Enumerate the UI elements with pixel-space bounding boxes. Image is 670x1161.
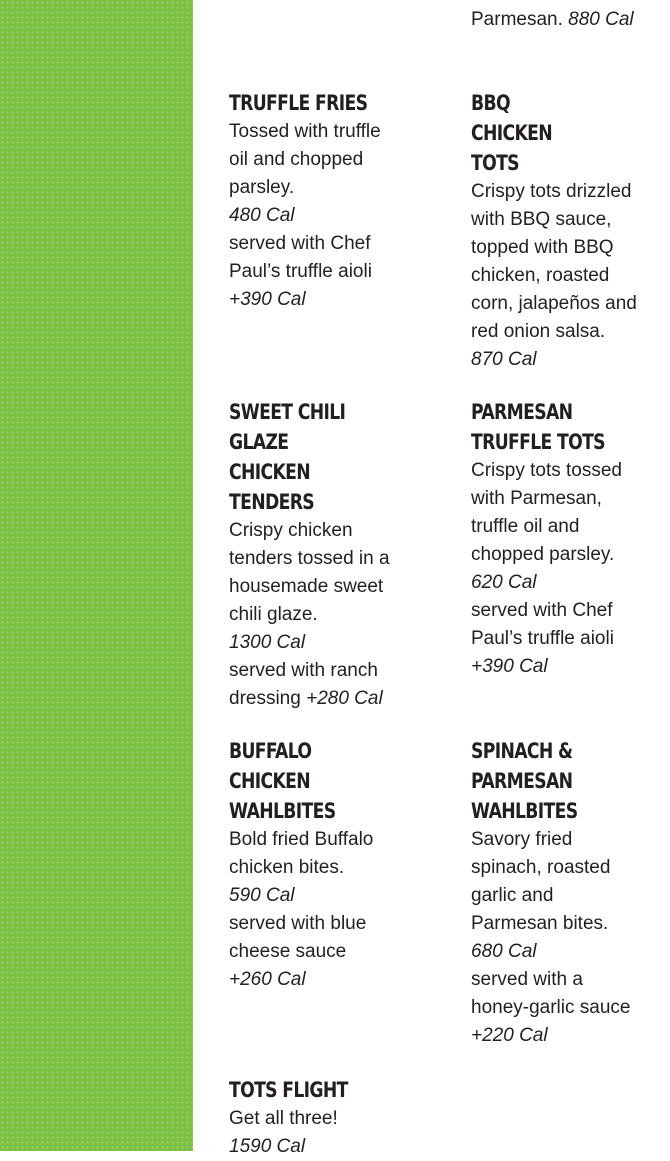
fragment-text: Parmesan. xyxy=(471,9,563,30)
item-description xyxy=(229,517,395,713)
side-text: served with a honey-garlic sauce xyxy=(471,969,631,1018)
item-name: TRUFFLE FRIES xyxy=(229,91,368,115)
side-text: served with ranch dressing xyxy=(229,660,378,709)
item-name: PARMESAN TRUFFLE TOTS xyxy=(471,400,605,454)
menu-item-parmesan-truffle-tots xyxy=(471,397,637,681)
side-calories: +260 Cal xyxy=(229,969,306,990)
item-name: SPINACH & PARMESAN WAHLBITES xyxy=(471,739,578,823)
item-description xyxy=(471,457,637,681)
side-text: served with blue cheese sauce xyxy=(229,913,367,962)
description-text: Get all three! xyxy=(229,1108,338,1129)
description-text: Tossed with truffle oil and chopped parsley. xyxy=(229,121,381,198)
item-calories: 870 Cal xyxy=(471,349,537,370)
menu-item-tots-flight xyxy=(229,1075,395,1161)
description-text: Bold fried Buffalo chicken bites. xyxy=(229,829,374,878)
item-calories: 1300 Cal xyxy=(229,632,306,653)
menu-item-bbq-chicken-tots xyxy=(471,88,637,374)
side-calories: +390 Cal xyxy=(471,656,548,677)
item-calories: 620 Cal xyxy=(471,572,537,593)
green-side-panel xyxy=(0,0,193,1151)
item-calories: 1590 Cal xyxy=(229,1136,306,1157)
fragment-calories: 880 Cal xyxy=(568,9,634,30)
description-text: Crispy chicken tenders tossed in a housemade sweet chili glaze. xyxy=(229,520,390,625)
item-description xyxy=(471,826,637,1050)
description-text: Crispy tots drizzled with BBQ sauce, topped with BBQ chicken, roasted corn, jalapeños and red onion salsa. xyxy=(471,181,637,342)
menu-item-sweet-chili-tenders xyxy=(229,397,395,713)
item-name: TOTS FLIGHT xyxy=(229,1078,348,1102)
menu-item-spinach-wahlbites xyxy=(471,736,637,1050)
description-text: Savory fried spinach, roasted garlic and Parmesan bites. xyxy=(471,829,611,934)
side-calories: +280 Cal xyxy=(306,688,383,709)
menu-item-truffle-fries xyxy=(229,88,395,314)
side-text: served with Chef Paul’s truffle aioli xyxy=(229,233,372,282)
item-description xyxy=(229,118,395,314)
description-text: Crispy tots tossed with Parmesan, truffle oil and chopped parsley. xyxy=(471,460,622,565)
previous-item-fragment xyxy=(471,6,637,34)
menu-item-buffalo-wahlbites xyxy=(229,736,395,994)
side-calories: +390 Cal xyxy=(229,289,306,310)
item-calories: 680 Cal xyxy=(471,941,537,962)
item-name: BUFFALO CHICKEN WAHLBITES xyxy=(229,739,336,823)
item-name: BBQ CHICKEN TOTS xyxy=(471,91,553,175)
item-description xyxy=(229,1105,395,1161)
side-text: served with Chef Paul’s truffle aioli xyxy=(471,600,614,649)
side-calories: +220 Cal xyxy=(471,1025,548,1046)
item-name: SWEET CHILI GLAZE CHICKEN TENDERS xyxy=(229,400,346,514)
item-calories: 480 Cal xyxy=(229,205,295,226)
item-calories: 590 Cal xyxy=(229,885,295,906)
item-description xyxy=(229,826,395,994)
item-description xyxy=(471,178,637,374)
